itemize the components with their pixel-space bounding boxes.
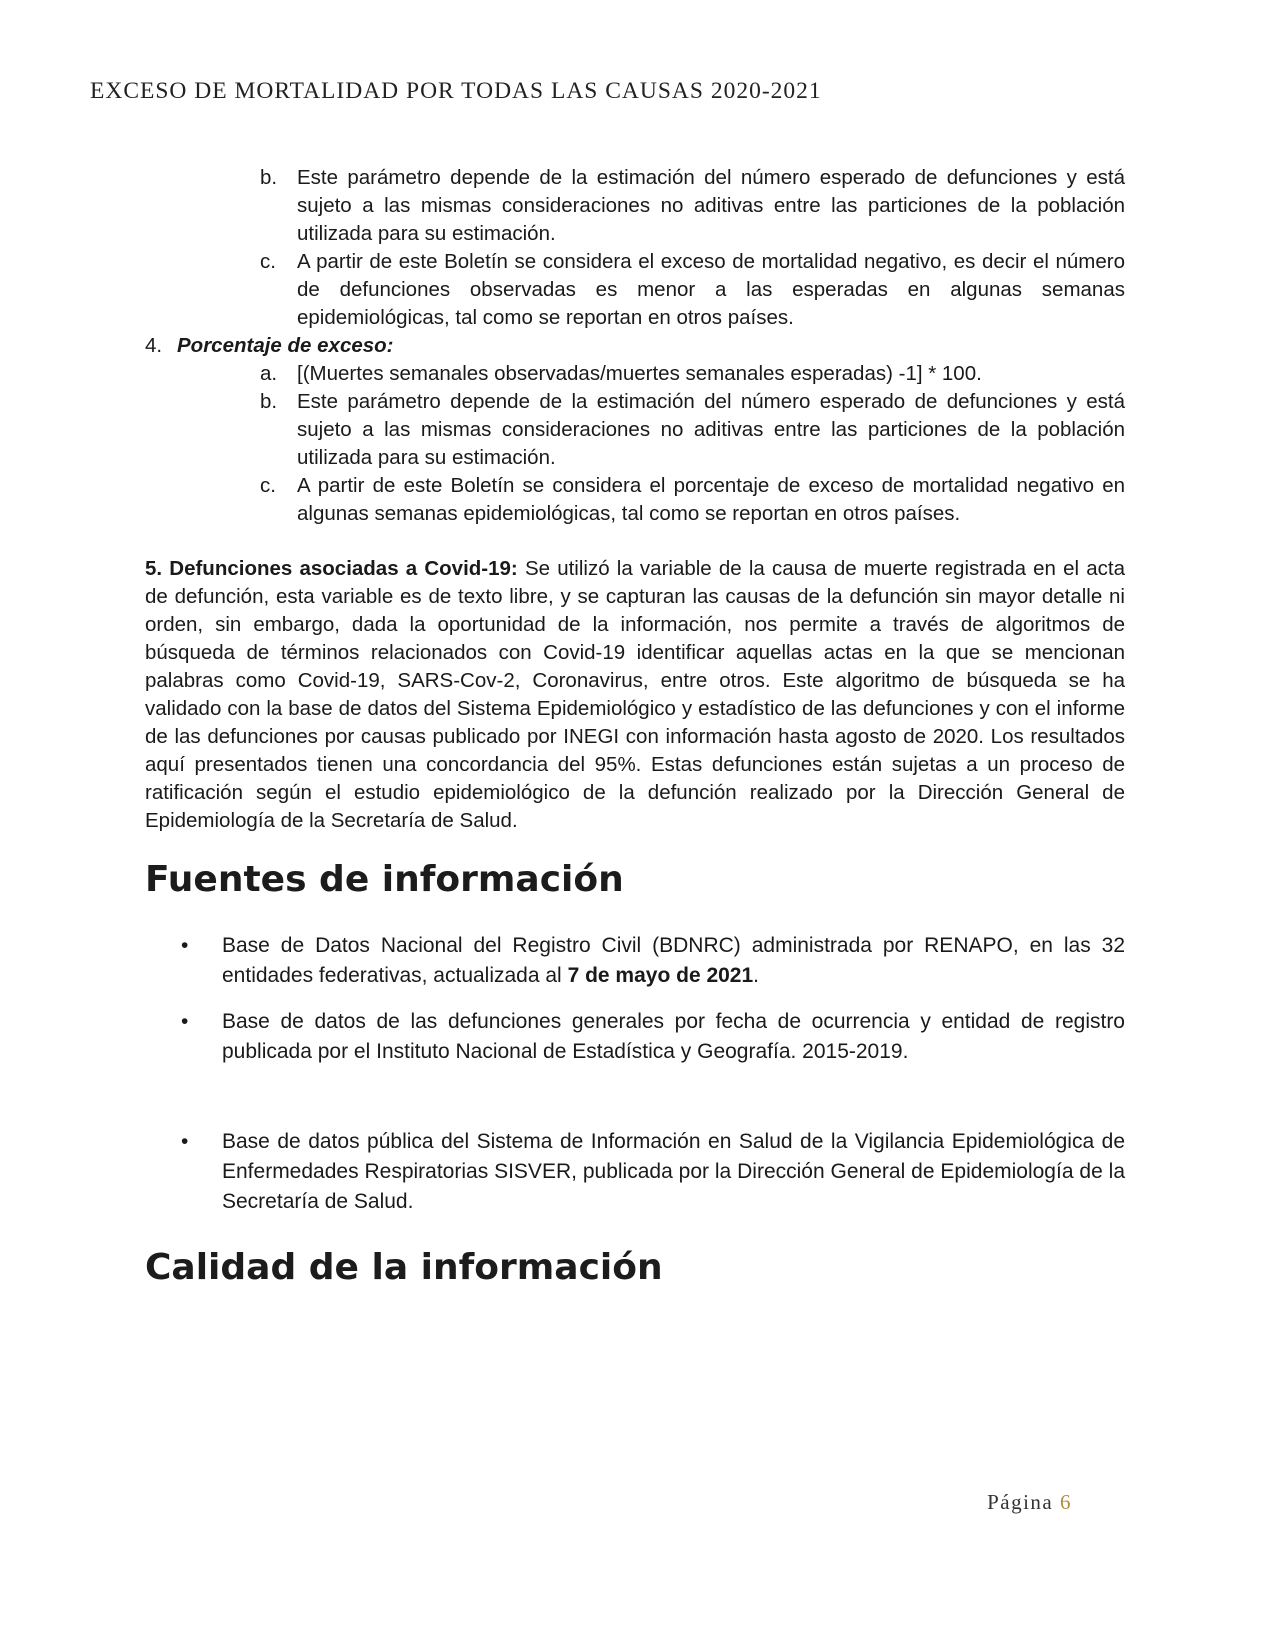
source-date: 7 de mayo de 2021 <box>567 964 754 987</box>
page-number: 6 <box>1060 1490 1072 1514</box>
source-text-end: . <box>753 964 760 987</box>
bullet-icon: • <box>181 1130 189 1153</box>
list-item <box>145 360 1125 388</box>
page-footer <box>987 1490 1072 1515</box>
section-5-text: Se utilizó la variable de la causa de muerte registrada en el acta de defunción, esta variable es de texto libre, y se capturan las causas de la defunción sin mayor detalle ni orden, sin embargo, dada la oportunidad de la información, nos permite a través de algoritmos de búsqueda de términos relacionados con Covid-19 identificar aquellas actas en la que se mencionan palabras como Covid-19, SARS-Cov-2, Coronavirus, entre otros. Este algoritmo de búsqueda se ha validado con la base de datos del Sistema Epidemiológico y estadístico de las defunciones y con el informe de las defunciones por causas publicado por INEGI con información hasta agosto de 2020. Los resultados aquí presentados tienen una concordancia del 95%. Estas defunciones están sujetas a un proceso de ratificación según el estudio epidemiológico de la defunción realizado por la Dirección General de Epidemiología de la Secretaría de Salud. <box>145 557 1125 832</box>
sources-list <box>145 931 1125 1217</box>
list-item <box>145 164 1125 248</box>
source-text: Base de datos pública del Sistema de Información en Salud de la Vigilancia Epidemiológica de Enfermedades Respiratorias SISVER, publicada por la Dirección General de Epidemiología de la Secretaría de Salud. <box>222 1130 1125 1213</box>
list-item-text: A partir de este Boletín se considera el porcentaje de exceso de mortalidad negativo en algunas semanas epidemiológicas, tal como se reportan en otros países. <box>297 474 1125 525</box>
section-5-title: 5. Defunciones asociadas a Covid-19: <box>145 557 518 580</box>
source-text: Base de Datos Nacional del Registro Civil (BDNRC) administrada por RENAPO, en las 32 entidades federativas, actualizada al <box>222 934 1125 987</box>
running-header: EXCESO DE MORTALIDAD POR TODAS LAS CAUSAS 2020-2021 <box>90 78 822 104</box>
section-4-marker: 4. <box>145 334 163 357</box>
list-marker: c. <box>260 474 276 497</box>
list-item <box>145 472 1125 528</box>
list-marker: b. <box>260 390 278 413</box>
list-item-text: A partir de este Boletín se considera el exceso de mortalidad negativo, es decir el número de defunciones observadas es menor a las esperadas en algunas semanas epidemiológicas, tal como se reportan en otros países. <box>297 250 1125 329</box>
list-item <box>145 248 1125 332</box>
list-item-text: [(Muertes semanales observadas/muertes semanales esperadas) -1] * 100. <box>297 362 982 385</box>
list-item-text: Este parámetro depende de la estimación del número esperado de defunciones y está sujeto a las mismas consideraciones no aditivas entre las particiones de la población utilizada para su estimación. <box>297 166 1125 245</box>
bullet-icon: • <box>181 1010 189 1033</box>
section-4-title: Porcentaje de exceso: <box>177 334 394 357</box>
list-item-text: Este parámetro depende de la estimación del número esperado de defunciones y está sujeto a las mismas consideraciones no aditivas entre las particiones de la población utilizada para su estimación. <box>297 390 1125 469</box>
list-item <box>145 1007 1125 1067</box>
list-item <box>145 931 1125 991</box>
source-text: Base de datos de las defunciones generales por fecha de ocurrencia y entidad de registro publicada por el Instituto Nacional de Estadística y Geografía. 2015-2019. <box>222 1010 1125 1063</box>
bullet-icon: • <box>181 934 189 957</box>
list-marker: a. <box>260 362 278 385</box>
page-content <box>145 164 1125 1289</box>
heading-fuentes: Fuentes de información <box>145 859 624 900</box>
section-4-heading <box>145 332 1125 360</box>
list-item <box>145 388 1125 472</box>
list-marker: b. <box>260 166 278 189</box>
page-label: Página <box>987 1490 1054 1514</box>
section-5 <box>145 555 1125 835</box>
heading-calidad: Calidad de la información <box>145 1247 663 1288</box>
list-marker: c. <box>260 250 276 273</box>
list-item <box>145 1127 1125 1217</box>
